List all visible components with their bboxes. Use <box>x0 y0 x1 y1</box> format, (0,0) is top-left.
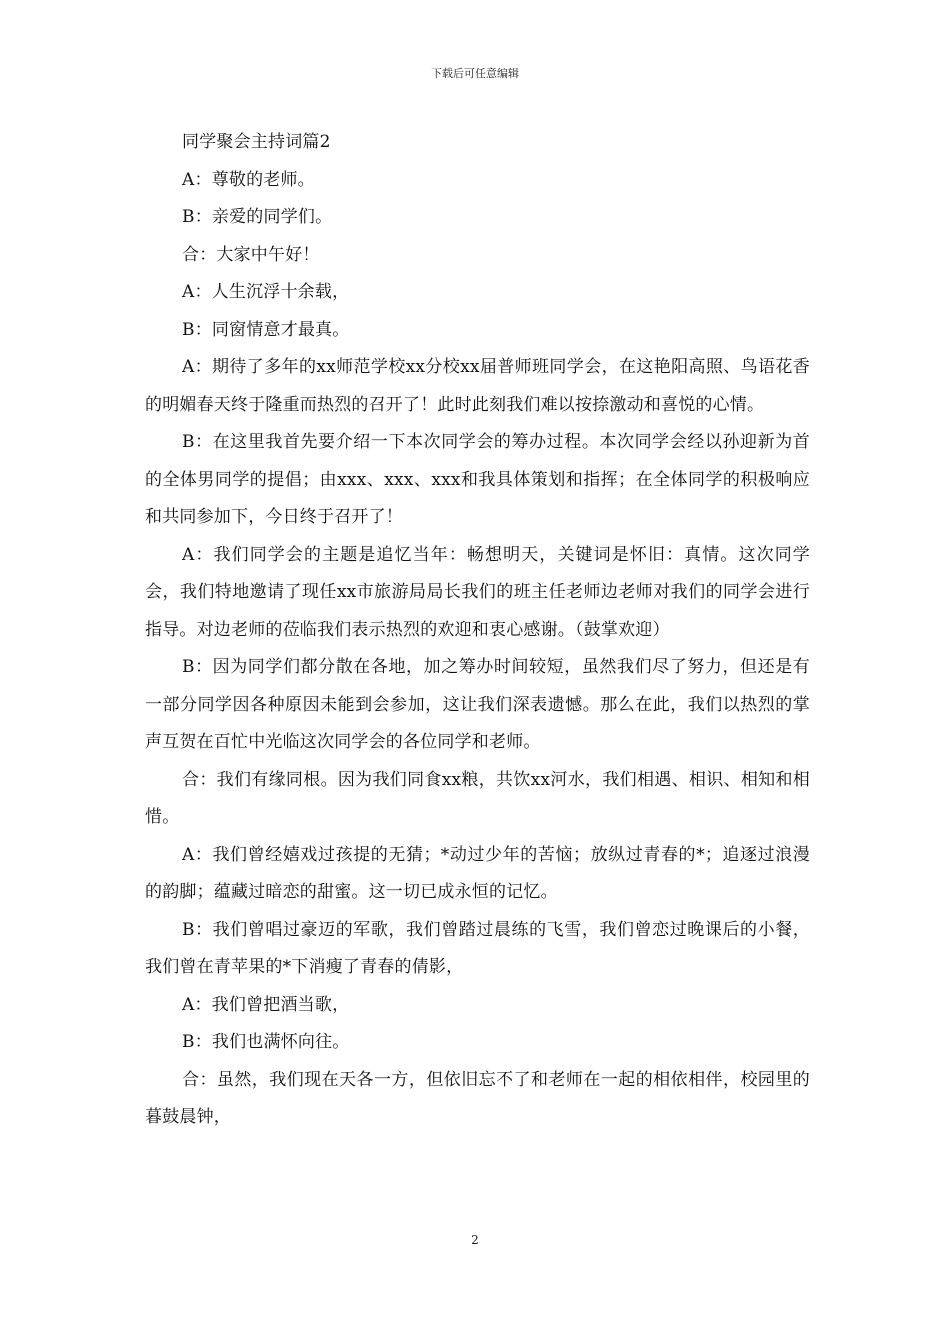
paragraph: A：尊敬的老师。 <box>182 169 315 190</box>
paragraph: A：人生沉浮十余载， <box>182 282 350 302</box>
paragraph: A：我们曾把酒当歌， <box>182 994 350 1015</box>
page-header: 下载后可任意编辑 <box>431 67 519 80</box>
paragraph: B：因为同学们都分散在各地，加之筹办时间较短，虽然我们尽了努力，但还是有一部分同学因各种原因未能到会参加，这让我们深表遗憾。那么在此，我们以热烈的掌声互贺在百忙中光临这次同学会的各位同学和老师。 <box>145 657 810 752</box>
paragraph: B：同窗情意才最真。 <box>182 319 350 340</box>
paragraph: B：在这里我首先要介绍一下本次同学会的筹办过程。本次同学会经以孙迎新为首的全体男同学的提倡；由xxx、xxx、xxx和我具体策划和指挥；在全体同学的积极响应和共同参加下，今日终于召开了！ <box>145 432 810 527</box>
paragraph: B：我们也满怀向往。 <box>182 1032 350 1052</box>
section-title: 同学聚会主持词篇2 <box>182 132 331 152</box>
paragraph: A：我们曾经嬉戏过孩提的无猜；*动过少年的苦恼；放纵过青春的*；追逐过浪漫的韵脚；蕴藏过暗恋的甜蜜。这一切已成永恒的记忆。 <box>145 844 810 902</box>
paragraph: A：我们同学会的主题是追忆当年：畅想明天，关键词是怀旧：真情。这次同学会，我们特地邀请了现任xx市旅游局局长我们的班主任老师边老师对我们的同学会进行指导。对边老师的莅临我们表示热烈的欢迎和衷心感谢。（鼓掌欢迎） <box>145 544 810 640</box>
paragraph: 合：大家中午好！ <box>182 244 320 265</box>
paragraph: 合：虽然，我们现在天各一方，但依旧忘不了和老师在一起的相依相伴，校园里的暮鼓晨钟， <box>145 1069 810 1127</box>
paragraph: A：期待了多年的xx师范学校xx分校xx届普师班同学会，在这艳阳高照、鸟语花香的明媚春天终于隆重而热烈的召开了！此时此刻我们难以按捺激动和喜悦的心情。 <box>145 357 810 415</box>
document-body <box>145 124 810 1137</box>
paragraph: B：亲爱的同学们。 <box>182 207 333 227</box>
page-number: 2 <box>471 1233 479 1247</box>
paragraph: 合：我们有缘同根。因为我们同食xx粮，共饮xx河水，我们相遇、相识、相知和相惜。 <box>145 769 810 827</box>
paragraph: B：我们曾唱过豪迈的军歌，我们曾踏过晨练的飞雪，我们曾恋过晚课后的小餐，我们曾在青苹果的*下消瘦了青春的倩影， <box>145 919 810 977</box>
